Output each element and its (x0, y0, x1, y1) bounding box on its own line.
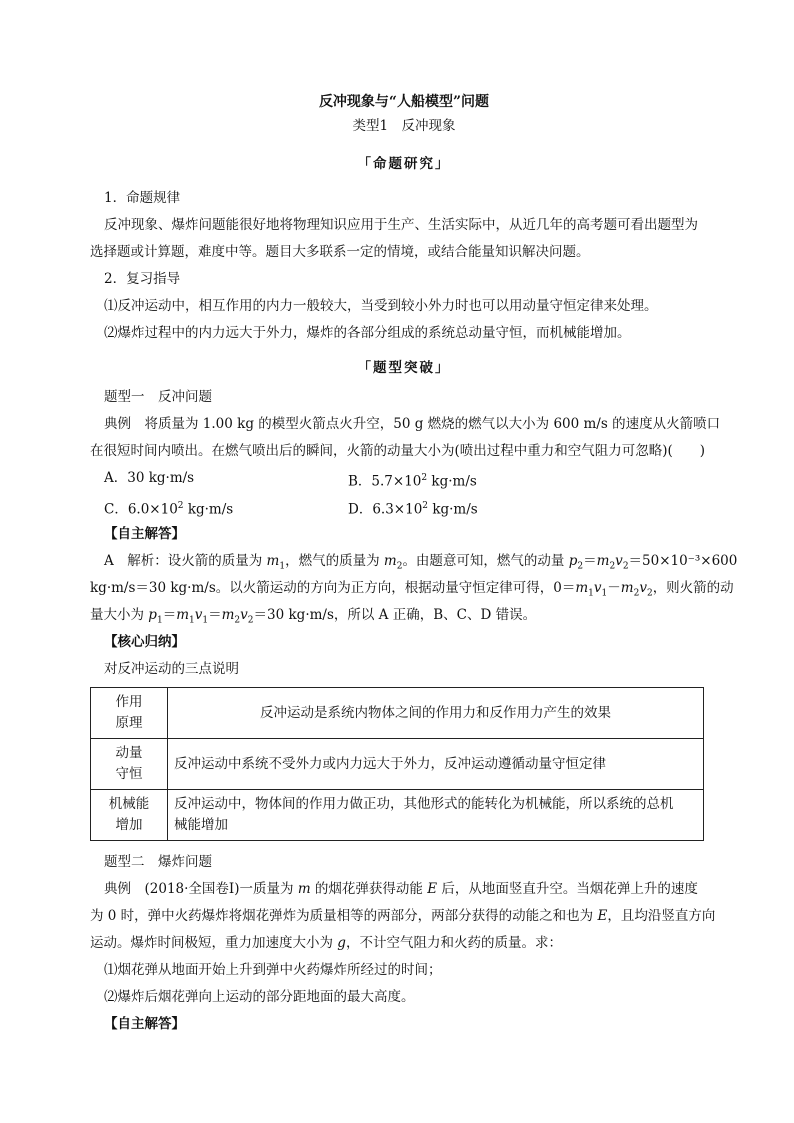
review-item-1: ⑴反冲运动中，相互作用的内力一般较大，当受到较小外力时也可以用动量守恒定律来处理。 (104, 298, 658, 314)
table-cell: 反冲运动中，物体间的作用力做正功，其他形式的能转化为机械能，所以系统的总机 械能增加 (168, 790, 704, 841)
section-heading-research: 「命题研究」 (357, 156, 451, 172)
table-cell: 反冲运动是系统内物体之间的作用力和反作用力产生的效果 (168, 688, 704, 739)
table-header-cell: 作用 原理 (91, 688, 168, 739)
review-item-2: ⑵爆炸过程中的内力远大于外力，爆炸的各部分组成的系统总动量守恒，而机械能增加。 (104, 325, 631, 341)
section-heading-breakthrough: 「题型突破」 (357, 360, 451, 376)
rule-text-line2: 选择题或计算题，难度中等。题目大多联系一定的情境，或结合能量知识解决问题。 (90, 244, 590, 260)
option-b: B．$5.7\times 10^2$ kg·m/s (348, 473, 477, 490)
answer1-line3: 量大小为 $p_1=m_1v_1=m_2v_2=30$ kg·m/s，所以 A 正确，B、C、D 错误。 (90, 607, 537, 626)
rule-text-line1: 反冲现象、爆炸问题能很好地将物理知识应用于生产、生活实际中，从近几年的高考题可看出题型为 (104, 217, 698, 233)
question-2: ⑵爆炸后烟花弹向上运动的部分距地面的最大高度。 (104, 989, 415, 1005)
type1-heading: 题型一 反冲问题 (104, 389, 212, 405)
example2-line3: 运动。爆炸时间极短，重力加速度大小为 g，不计空气阻力和火药的质量。求： (90, 935, 562, 951)
core-summary-label: 【核心归纳】 (104, 634, 185, 650)
table-intro: 对反冲运动的三点说明 (104, 661, 239, 677)
rule-heading: 1．命题规律 (104, 190, 181, 206)
page-title: 反冲现象与“人船模型”问题 (318, 94, 490, 110)
example1-line1: 典例 将质量为 1.00 kg 的模型火箭点火升空，50 g 燃烧的燃气以大小为 600 m/s 的速度从火箭喷口 (104, 416, 721, 432)
self-answer-label-2: 【自主解答】 (104, 1016, 185, 1032)
table-row (91, 688, 704, 739)
example2-line1: 典例 (2018·全国卷Ⅰ)一质量为 m 的烟花弹获得动能 E 后，从地面竖直升空。当烟花弹上升的速度 (104, 881, 698, 897)
option-c: C．$6.0\times 10^2$ kg·m/s (104, 501, 234, 518)
question-1: ⑴烟花弹从地面开始上升到弹中火药爆炸所经过的时间； (104, 962, 442, 978)
page-subtitle: 类型1 反冲现象 (352, 118, 456, 134)
answer1-line2: kg·m/s＝30 kg·m/s。以火箭运动的方向为正方向，根据动量守恒定律可得，$0=m_1v_1-m_2v_2$，则火箭的动 (90, 580, 734, 599)
table-header-cell: 动量 守恒 (91, 739, 168, 790)
table-cell: 反冲运动中系统不受外力或内力远大于外力，反冲运动遵循动量守恒定律 (168, 739, 704, 790)
review-heading: 2．复习指导 (104, 271, 181, 287)
type2-heading: 题型二 爆炸问题 (104, 854, 212, 870)
example1-line2: 在很短时间内喷出。在燃气喷出后的瞬间，火箭的动量大小为(喷出过程中重力和空气阻力可忽略)( ) (90, 443, 706, 459)
table-row (91, 790, 704, 841)
table-row (91, 739, 704, 790)
self-answer-label: 【自主解答】 (104, 526, 185, 542)
answer1-line1: A 解析：设火箭的质量为 $m_1$，燃气的质量为 $m_2$。由题意可知，燃气的动量 $p_2=m_2v_2=50\times 10^{-3}\times 600$ (104, 553, 738, 572)
table-header-cell: 机械能 增加 (91, 790, 168, 841)
option-d: D．$6.3\times 10^2$ kg·m/s (348, 501, 478, 518)
example2-line2: 为 0 时，弹中火药爆炸将烟花弹炸为质量相等的两部分，两部分获得的动能之和也为 E，且均沿竖直方向 (90, 908, 716, 924)
reaction-summary-table (90, 687, 704, 841)
option-a: A．30 kg·m/s (104, 470, 195, 486)
